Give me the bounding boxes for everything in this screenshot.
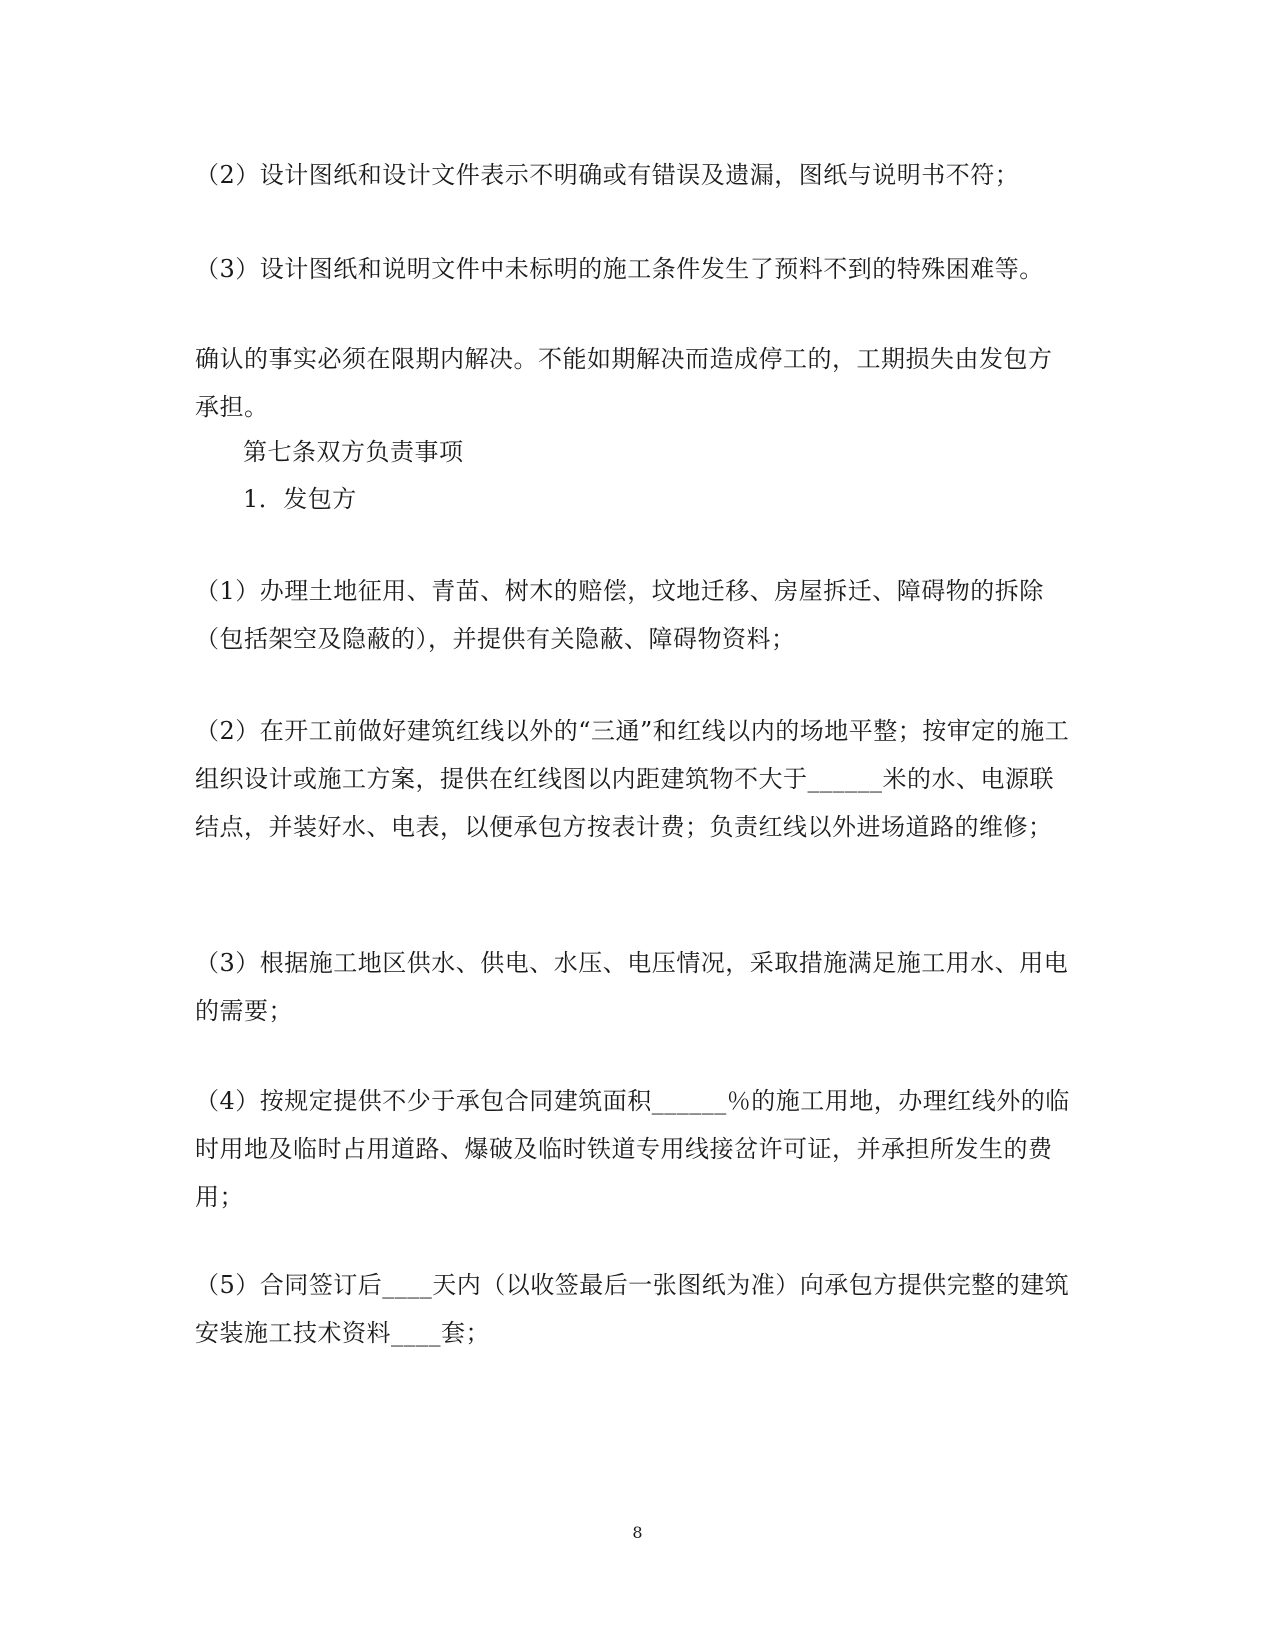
paragraph-technical-documents: （5）合同签订后____天内（以收签最后一张图纸为准）向承包方提供完整的建筑安装施工技术资料____套； [195, 1271, 1070, 1347]
page-number: 8 [632, 1523, 643, 1542]
subsection-heading-employer: 1．发包方 [243, 485, 357, 513]
paragraph-land-acquisition: （1）办理土地征用、青苗、树木的赔偿，坟地迁移、房屋拆迁、障碍物的拆除（包括架空及隐蔽的），并提供有关隐蔽、障碍物资料； [195, 577, 1044, 653]
section-heading-article-seven: 第七条双方负责事项 [243, 438, 464, 466]
paragraph-design-drawings-unclear: （2）设计图纸和设计文件表示不明确或有错误及遗漏，图纸与说明书不符； [195, 161, 1020, 189]
paragraph-site-preparation: （2）在开工前做好建筑红线以外的“三通”和红线以内的场地平整；按审定的施工组织设计或施工方案，提供在红线图以内距建筑物不大于______米的水、电源联结点，并装好水、电表，以便承包方按表计费；负责红线以外进场道路的维修； [195, 717, 1070, 841]
paragraph-confirmed-facts: 确认的事实必须在限期内解决。不能如期解决而造成停工的，工期损失由发包方承担。 [195, 345, 1053, 421]
paragraph-water-power-supply: （3）根据施工地区供水、供电、水压、电压情况，采取措施满足施工用水、用电的需要； [195, 949, 1069, 1025]
paragraph-unexpected-conditions: （3）设计图纸和说明文件中未标明的施工条件发生了预料不到的特殊困难等。 [195, 255, 1044, 283]
paragraph-construction-land: （4）按规定提供不少于承包合同建筑面积______％的施工用地，办理红线外的临时用地及临时占用道路、爆破及临时铁道专用线接岔许可证，并承担所发生的费用； [195, 1087, 1070, 1211]
